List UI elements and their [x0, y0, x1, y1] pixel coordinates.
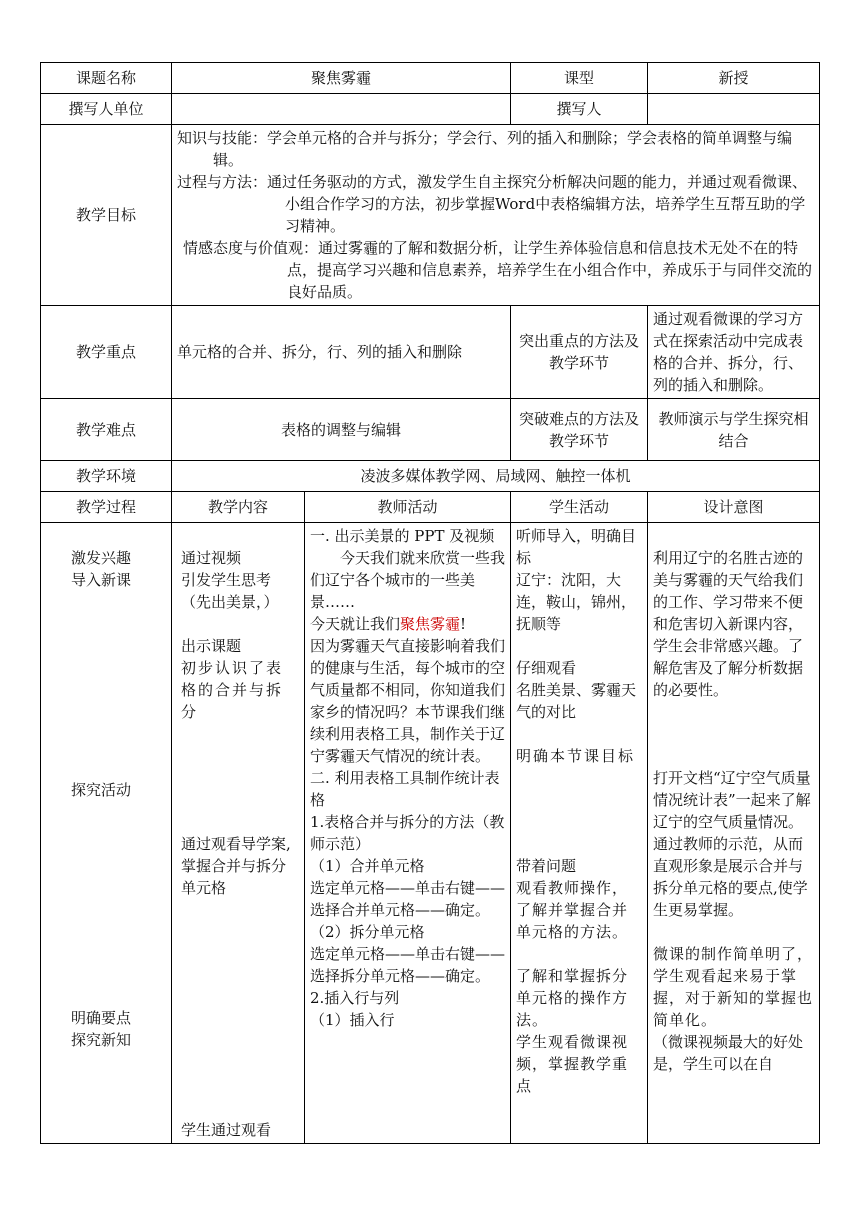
difficulty-label: 教学难点: [41, 399, 172, 461]
student-watch: 仔细观看: [516, 659, 577, 677]
content-first-look: 初步认识了表格的合并与拆分: [181, 659, 284, 721]
intent-interest: 利用辽宁的名胜古迹的美与雾霾的天气给我们的工作、学习带来不便和危害切入新课内容，学生会非常感兴趣。了解危害及了解分析数据的必要性。: [653, 549, 804, 699]
environment-content: 凌波多媒体教学网、局域网、触控一体机: [172, 461, 820, 492]
stage-intro: 激发兴趣导入新课: [71, 549, 132, 589]
key-point-method: 通过观看微课的学习方式在探索活动中完成表格的合并、拆分，行、列的插入和删除。: [648, 306, 820, 399]
unit-label: 撰写人单位: [41, 94, 172, 125]
teacher-step2: 二. 利用表格工具制作统计表格: [310, 769, 500, 809]
teacher-column: [305, 523, 511, 1144]
difficulty-method-label: 突破难点的方法及教学环节: [511, 399, 648, 461]
author-value: [648, 94, 820, 125]
content-video: 通过视频: [181, 549, 242, 567]
student-split: 了解和掌握拆分单元格的操作方法。: [516, 967, 629, 1029]
teacher-smog-intro: 因为雾霾天气直接影响着我们的健康与生活，每个城市的空气质量都不相同，你知道我们家乡的情况吗？本节课我们继续利用表格工具，制作关于辽宁雾霾天气情况的统计表。: [310, 637, 506, 765]
key-point-method-label: 突出重点的方法及教学环节: [511, 306, 648, 399]
row-title: [41, 63, 820, 94]
teacher-merge-split: 1.表格合并与拆分的方法（教师示范）: [310, 813, 505, 853]
student-listen: 听师导入，明确目标: [516, 527, 637, 567]
student-column: [511, 523, 648, 1144]
student-compare: 名胜美景、雾霾天气的对比: [516, 681, 637, 721]
teacher-split-title: （2）拆分单元格: [310, 923, 425, 941]
teacher-insert: 2.插入行与列: [310, 989, 400, 1007]
stage-column: [41, 523, 172, 1144]
student-micro: 学生观看微课视频，掌握教学重点: [516, 1033, 629, 1095]
difficulty-method: 教师演示与学生探究相结合: [648, 399, 820, 461]
header-intent: 设计意图: [648, 492, 820, 523]
content-topic: 出示课题: [181, 637, 242, 655]
row-objectives: [41, 125, 820, 306]
difficulty-content: 表格的调整与编辑: [172, 399, 511, 461]
objectives-label: 教学目标: [41, 125, 172, 306]
teacher-topic-title: 聚焦雾霾: [400, 615, 461, 633]
process-row: [41, 523, 820, 1144]
intent-micro: 微课的制作简单明了，学生观看起来易于掌握，对于新知的掌握也简单化。: [653, 945, 814, 1029]
teacher-merge-title: （1）合并单元格: [310, 857, 425, 875]
intent-benefit: （微课视频最大的好处是，学生可以在自: [653, 1033, 804, 1073]
unit-value: [172, 94, 511, 125]
type-label: 课型: [511, 63, 648, 94]
teacher-topic-a: 今天就让我们: [310, 615, 401, 633]
environment-label: 教学环境: [41, 461, 172, 492]
teacher-merge-steps: 选定单元格——单击右键——选择合并单元格——确定。: [310, 879, 506, 919]
intent-demo: 通过教师的示范，从而直观形象是展示合并与拆分单元格的要点,使学生更易掌握。: [653, 835, 808, 919]
teacher-insert-row: （1）插入行: [310, 1011, 395, 1029]
objectives-content: [172, 125, 820, 306]
row-difficulty: [41, 399, 820, 461]
row-environment: [41, 461, 820, 492]
content-scenery: （先出美景，）: [181, 593, 279, 611]
author-label: 撰写人: [511, 94, 648, 125]
header-student: 学生活动: [511, 492, 648, 523]
teacher-scenery: 今天我们就来欣赏一些我们辽宁各个城市的一些美景……: [310, 549, 506, 611]
student-question: 带着问题: [516, 857, 577, 875]
stage-key-points: 明确要点探究新知: [71, 1009, 132, 1049]
header-stage: 教学过程: [41, 492, 172, 523]
intent-open-doc: 打开文档“辽宁空气质量情况统计表”一起来了解辽宁的空气质量情况。: [653, 769, 811, 831]
student-cities: 辽宁：沈阳，大连，鞍山，锦州，抚顺等: [516, 571, 637, 633]
teacher-topic: [310, 613, 505, 635]
objective-emotion: 情感态度与价值观：通过雾霾的了解和数据分析，让学生养体验信息和信息技术无处不在的特点，提高学习兴趣和信息素养，培养学生在小组合作中，养成乐于与同伴交流的良好品质。: [183, 239, 813, 301]
lesson-title: 聚焦雾霾: [172, 63, 511, 94]
content-guide: 通过观看导学案,掌握合并与拆分单元格: [181, 835, 291, 897]
row-key-point: [41, 306, 820, 399]
type-value: 新授: [648, 63, 820, 94]
header-teacher: 教师活动: [305, 492, 511, 523]
objective-knowledge: 知识与技能：学会单元格的合并与拆分；学会行、列的插入和删除；学会表格的简单调整与编辑。: [177, 129, 793, 169]
teacher-split-steps: 选定单元格——单击右键——选择拆分单元格——确定。: [310, 945, 506, 985]
content-watch: 学生通过观看: [181, 1121, 272, 1139]
key-point-content: 单元格的合并、拆分，行、列的插入和删除: [172, 306, 511, 399]
content-think: 引发学生思考: [181, 571, 272, 589]
row-author: [41, 94, 820, 125]
content-column: [172, 523, 305, 1144]
process-header-row: [41, 492, 820, 523]
key-point-label: 教学重点: [41, 306, 172, 399]
student-merge: 观看教师操作，了解并掌握合并单元格的方法。: [516, 879, 629, 941]
student-goal: 明确本节课目标: [516, 747, 636, 765]
header-content: 教学内容: [172, 492, 305, 523]
stage-explore: 探究活动: [71, 781, 132, 799]
title-label: 课题名称: [41, 63, 172, 94]
teacher-step1: 一. 出示美景的 PPT 及视频: [310, 527, 495, 545]
lesson-plan-table: [40, 62, 820, 1144]
teacher-topic-c: !: [460, 615, 467, 633]
intent-column: [648, 523, 820, 1144]
objective-process: 过程与方法：通过任务驱动的方式，激发学生自主探究分析解决问题的能力，并通过观看微课、小组合作学习的方法，初步掌握Word中表格编辑方法，培养学生互帮互助的学习精神。: [177, 173, 808, 235]
